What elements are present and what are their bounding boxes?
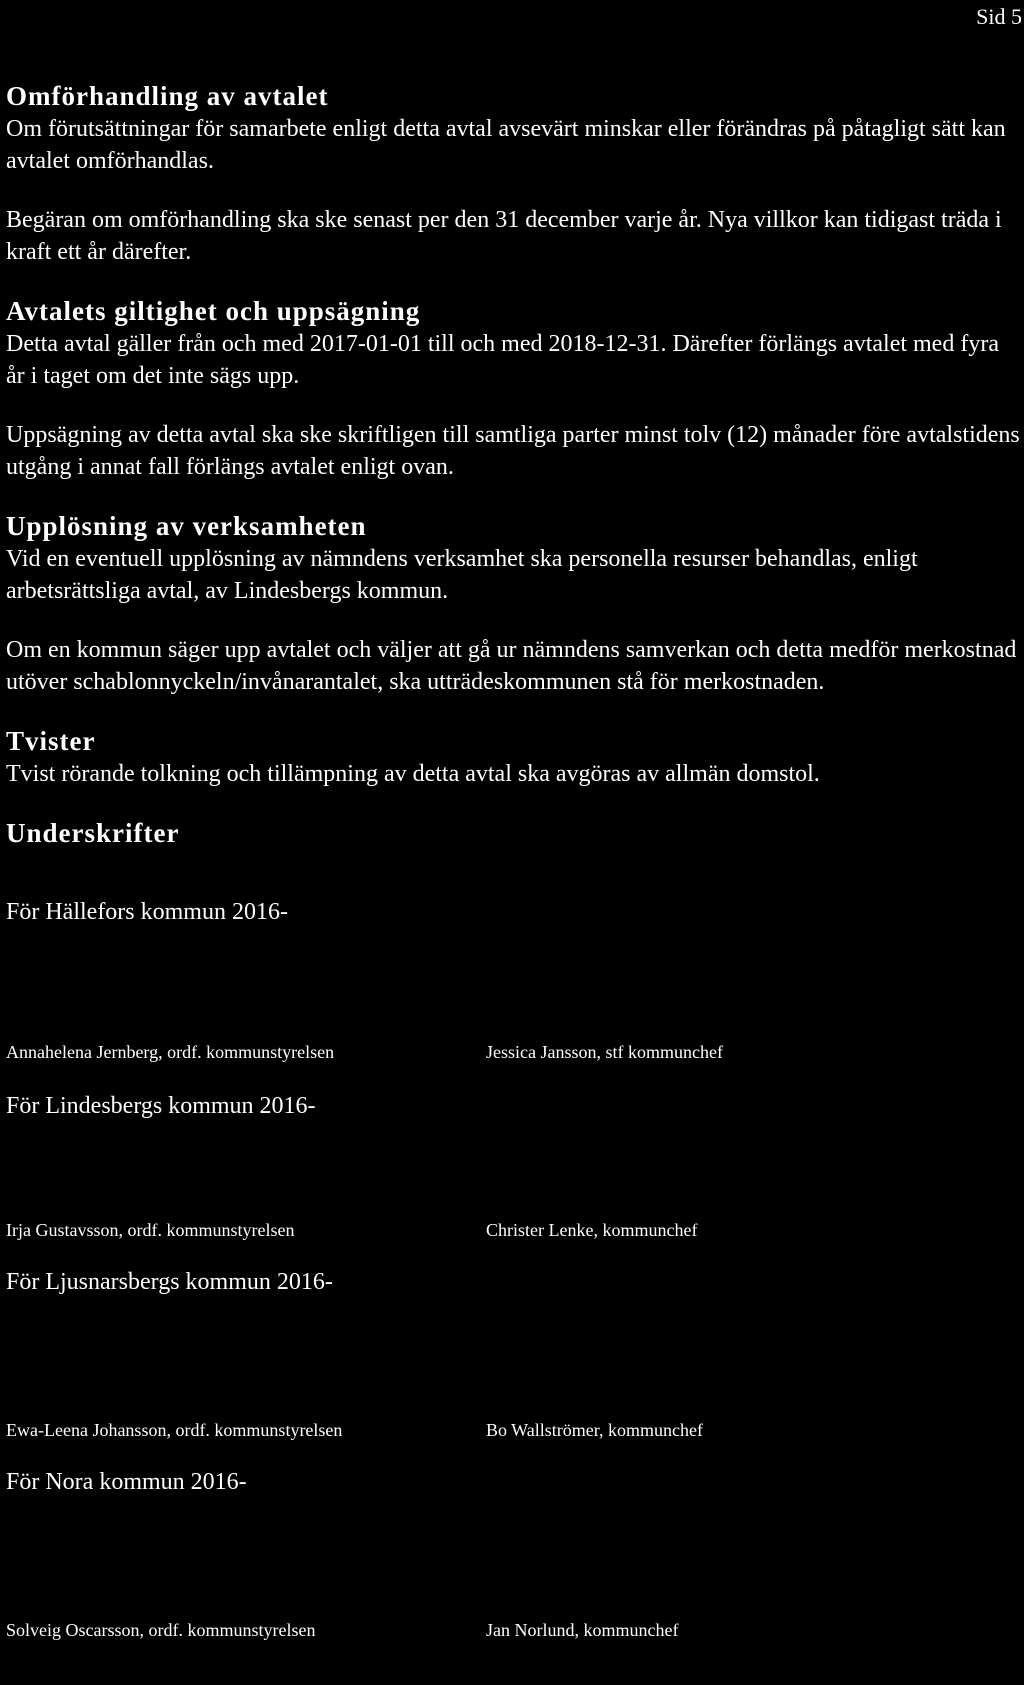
section-heading: Avtalets giltighet och uppsägning xyxy=(6,296,421,326)
signature-block-title: För Hällefors kommun 2016- xyxy=(6,899,288,925)
signature-block-title: För Nora kommun 2016- xyxy=(6,1469,247,1495)
section-heading: Omförhandling av avtalet xyxy=(6,81,329,111)
section-upplosning xyxy=(6,510,1021,698)
signatory-left: Annahelena Jernberg, ordf. kommunstyrelsen xyxy=(6,1042,335,1062)
signatory-left: Ewa-Leena Johansson, ordf. kommunstyrelsen xyxy=(6,1420,343,1440)
signature-row xyxy=(6,1218,1021,1242)
signature-row xyxy=(6,1618,1021,1642)
section-paragraph: Vid en eventuell upplösning av nämndens verksamhet ska personella resurser behandlas, enligt arbetsrättsliga avtal, av Lindesbergs kommun. xyxy=(6,546,918,604)
signature-row xyxy=(6,1040,1021,1064)
signature-block xyxy=(6,896,1021,1090)
section-paragraph: Begäran om omförhandling ska ske senast per den 31 december varje år. Nya villkor kan tidigast träda i kraft ett år därefter. xyxy=(6,207,1002,265)
signatory-left: Solveig Oscarsson, ordf. kommunstyrelsen xyxy=(6,1620,316,1640)
section-omforhandling xyxy=(6,80,1021,268)
signature-block xyxy=(6,1090,1021,1266)
section-heading: Upplösning av verksamheten xyxy=(6,511,367,541)
section-paragraph: Om en kommun säger upp avtalet och väljer att gå ur nämndens samverkan och detta medför merkostnad utöver schablonnyckeln/invånarantalet, ska utträdeskommunen stå för merkostnaden. xyxy=(6,637,1017,695)
signatory-left: Irja Gustavsson, ordf. kommunstyrelsen xyxy=(6,1220,295,1240)
section-paragraph: Uppsägning av detta avtal ska ske skriftligen till samtliga parter minst tolv (12) månader före avtalstidens utgång i annat fall förlängs avtalet enligt ovan. xyxy=(6,422,1020,480)
signatory-right: Jan Norlund, kommunchef xyxy=(486,1620,679,1640)
signature-block-title: För Lindesbergs kommun 2016- xyxy=(6,1093,316,1119)
document-body xyxy=(6,80,1021,1642)
signatory-right: Bo Wallströmer, kommunchef xyxy=(486,1420,703,1440)
section-giltighet xyxy=(6,295,1021,483)
section-heading: Tvister xyxy=(6,726,96,756)
page-number: Sid 5 xyxy=(976,4,1022,29)
signatures-section xyxy=(6,817,1021,1642)
signatory-right: Christer Lenke, kommunchef xyxy=(486,1220,698,1240)
section-paragraph: Detta avtal gäller från och med 2017-01-01 till och med 2018-12-31. Därefter förlängs avtalet med fyra år i taget om det inte sägs upp. xyxy=(6,331,999,389)
signature-block xyxy=(6,1466,1021,1642)
section-paragraph: Om förutsättningar för samarbete enligt detta avtal avsevärt minskar eller förändras på påtagligt sätt kan avtalet omförhandlas. xyxy=(6,116,1006,174)
signature-row xyxy=(6,1418,1021,1442)
signatures-heading: Underskrifter xyxy=(6,818,180,848)
section-tvister xyxy=(6,725,1021,790)
signature-block xyxy=(6,1266,1021,1466)
section-paragraph: Tvist rörande tolkning och tillämpning av detta avtal ska avgöras av allmän domstol. xyxy=(6,761,820,787)
signatory-right: Jessica Jansson, stf kommunchef xyxy=(486,1042,723,1062)
signature-block-title: För Ljusnarsbergs kommun 2016- xyxy=(6,1269,333,1295)
